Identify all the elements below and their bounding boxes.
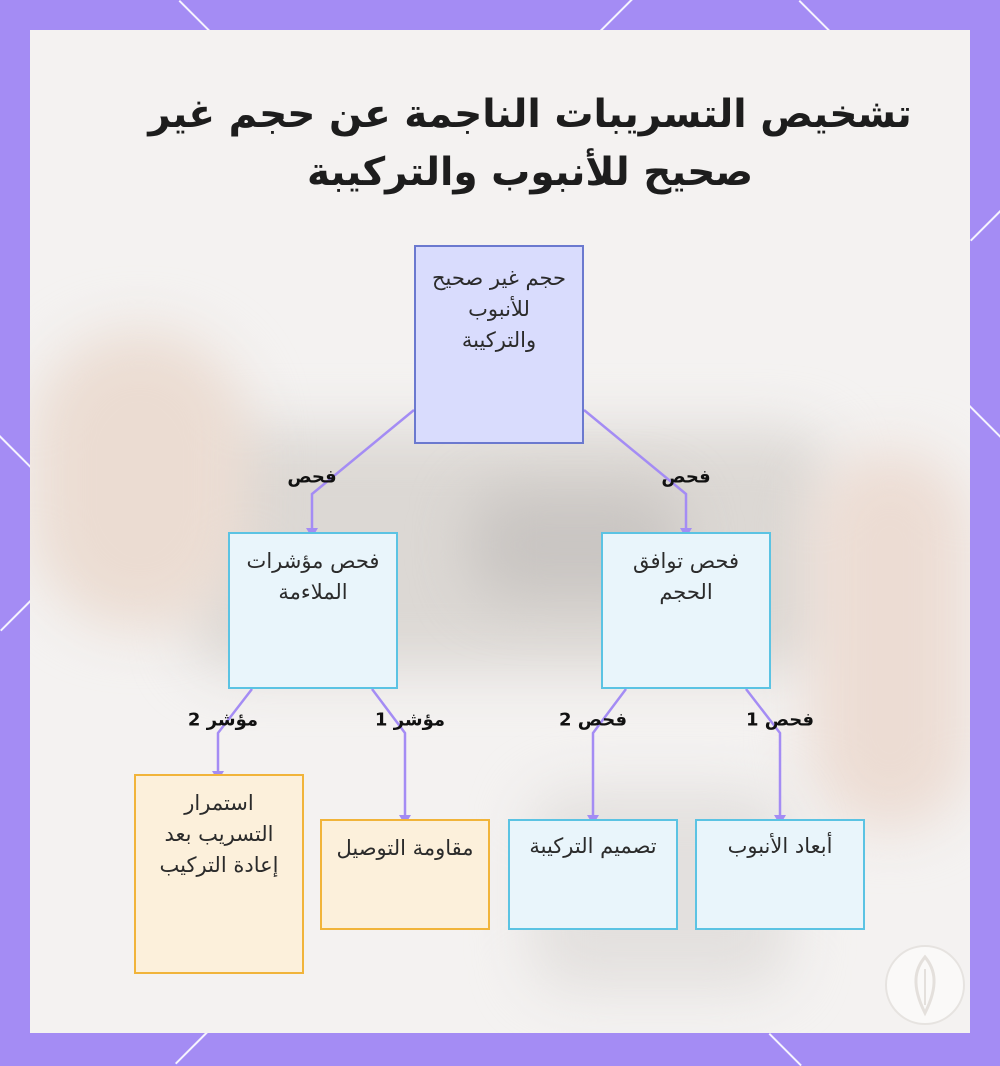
edge-label-indicator-1: مؤشر 1 [374, 709, 446, 731]
node-persist-leak: استمرار التسريب بعد إعادة التركيب [134, 774, 304, 974]
edge-label-check-1: فحص 1 [745, 709, 815, 731]
frame-line [799, 0, 832, 33]
frame-line [600, 0, 633, 31]
edge-fit-resistance [372, 689, 405, 817]
frame-line [969, 405, 1000, 438]
frame-line [0, 598, 33, 631]
frame-line [0, 435, 32, 468]
node-fit-check: فحص مؤشرات الملاءمة [228, 532, 398, 689]
diagram-title: تشخيص التسريبات الناجمة عن حجم غير صحيح للأنبوب والتركيبة [148, 92, 912, 195]
frame-line [769, 1033, 802, 1066]
node-root: حجم غير صحيح للأنبوب والتركيبة [414, 245, 584, 444]
node-size-check: فحص توافق الحجم [601, 532, 771, 689]
edge-label-check-2: فحص 2 [558, 709, 628, 731]
leaf-emblem-icon [885, 945, 965, 1025]
frame-line [175, 1031, 208, 1064]
edge-label-check-left: فحص [287, 466, 337, 488]
edge-size-design [593, 689, 626, 817]
frame-line [970, 208, 1000, 241]
edge-label-indicator-2: مؤشر 2 [187, 709, 259, 731]
frame-line [179, 0, 212, 33]
diagram-panel [30, 30, 970, 1033]
node-connection-resistance: مقاومة التوصيل [320, 819, 490, 930]
edge-size-pipe [746, 689, 780, 817]
node-pipe-dimensions: أبعاد الأنبوب [695, 819, 865, 930]
edge-fit-persist [218, 689, 252, 773]
edge-label-check-right: فحص [661, 466, 711, 488]
node-fitting-design: تصميم التركيبة [508, 819, 678, 930]
